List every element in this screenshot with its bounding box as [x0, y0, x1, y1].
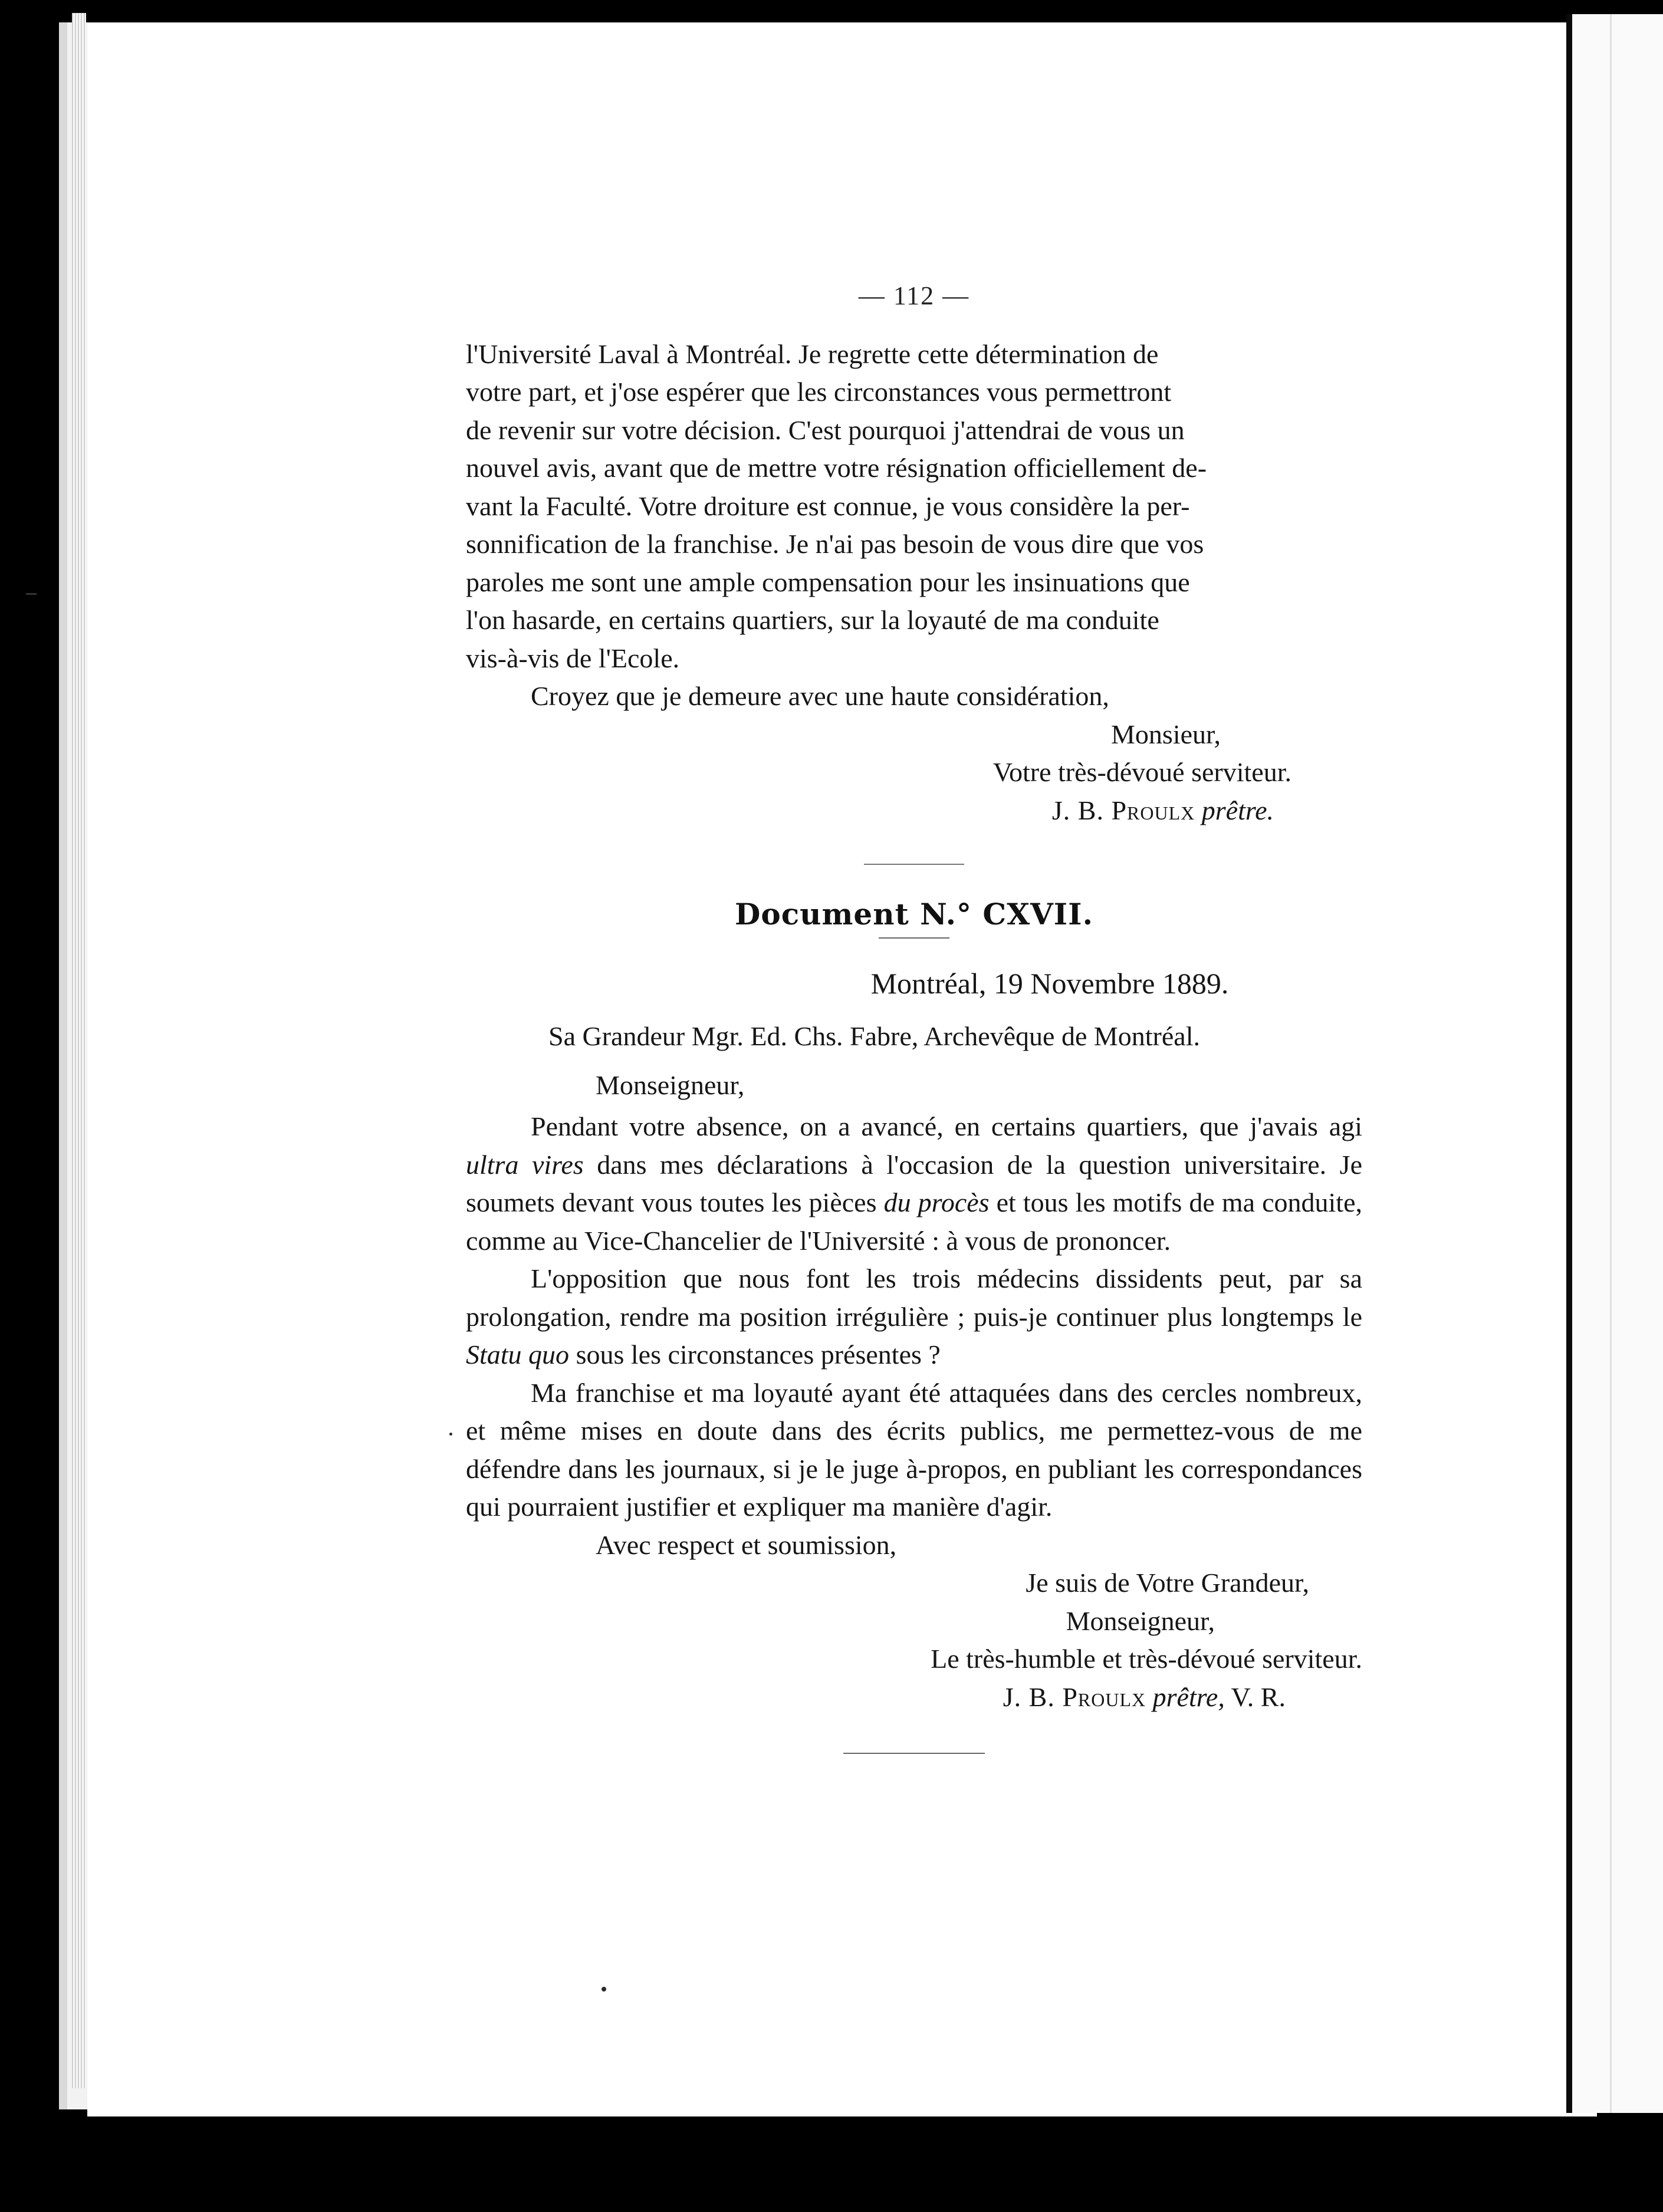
paragraph-2-italic: Statu quo	[466, 1339, 570, 1370]
signature-line: Monseigneur,	[1066, 1605, 1215, 1636]
letter-continuation	[466, 335, 1362, 678]
paragraph-2-text: L'opposition que nous font les trois médecins dissidents peut, par sa prolongation, rendre ma position irrégulière ; puis-je continuer plus longtemps le	[466, 1263, 1362, 1332]
facing-page-edge	[1566, 14, 1663, 2113]
document-salutation: Monseigneur,	[596, 1069, 745, 1100]
signature-name: J. B. Proulx	[1003, 1681, 1146, 1712]
text-line: sonnification de la franchise. Je n'ai pas besoin de vous dire que vos	[466, 529, 1204, 559]
text-line: de revenir sur votre décision. C'est pourquoi j'attendrai de vous un	[466, 414, 1185, 445]
signature-salutation: Monsieur,	[1111, 719, 1221, 749]
paragraph-2	[466, 1260, 1362, 1374]
paragraph-1-text: dans mes déclarations à l'occasion de la question universitaire. Je soumets devant vous toutes les pièces	[466, 1149, 1363, 1217]
text-line: l'Université Laval à Montréal. Je regrette cette détermination de	[466, 338, 1159, 369]
paragraph-1-italic: du procès	[883, 1187, 990, 1217]
document-date: Montréal, 19 Novembre 1889.	[870, 966, 1229, 1000]
signature-line: Le très-humble et très-dévoué serviteur.	[931, 1644, 1362, 1674]
paragraph-1-text: Pendant votre absence, on a avancé, en certains quartiers, que j'avais agi	[531, 1111, 1362, 1141]
text-line: nouvel avis, avant que de mettre votre résignation officiellement de-	[466, 453, 1207, 483]
document-closing: Avec respect et soumission,	[596, 1529, 897, 1560]
signature-servant: Votre très-dévoué serviteur.	[992, 757, 1291, 787]
signature-name-line	[466, 1678, 1362, 1717]
closing-line: Croyez que je demeure avec une haute considération,	[531, 681, 1109, 711]
heading-rule	[879, 937, 949, 939]
document-heading: Document N.° CXVII.	[735, 897, 1093, 931]
signature-suffix: V. R.	[1231, 1681, 1286, 1712]
page-edge	[72, 13, 86, 2088]
signature-name-line	[466, 792, 1362, 830]
section-separator	[864, 864, 964, 865]
margin-mark	[26, 593, 37, 595]
page-speck	[602, 1987, 606, 1992]
text-line: votre part, et j'ose espérer que les circonstances vous permettront	[466, 377, 1172, 407]
text-line: vant la Faculté. Votre droiture est connue, je vous considère la per-	[466, 491, 1190, 521]
document-recipient: Sa Grandeur Mgr. Ed. Chs. Fabre, Archevêque de Montréal.	[548, 1021, 1200, 1051]
page-speck	[449, 1433, 452, 1436]
text-line: paroles me sont une ample compensation pour les insinuations que	[466, 567, 1190, 597]
signature-title: prêtre.	[1201, 795, 1274, 825]
paragraph-2-text: sous les circonstances présentes ?	[569, 1339, 941, 1370]
end-rule	[843, 1753, 985, 1754]
signature-name: J. B. Proulx	[1051, 795, 1195, 825]
facing-page-line	[1610, 14, 1612, 2113]
paragraph-1-text: et tous les motifs de ma conduite, comme au Vice-Chancelier de l'Université : à vous de prononcer.	[466, 1187, 1363, 1256]
text-line: vis-à-vis de l'Ecole.	[466, 643, 680, 673]
document-signature	[466, 1564, 1362, 1716]
paragraph-1	[466, 1108, 1362, 1260]
signature-line: Je suis de Votre Grandeur,	[1026, 1568, 1309, 1598]
page-content	[466, 277, 1362, 1754]
page-number: — 112 —	[858, 281, 970, 310]
paragraph-3: Ma franchise et ma loyauté ayant été attaquées dans des cercles nombreux, et même mises en doute dans des écrits publics, me permettez-vous de me défendre dans les journaux, si je le juge à-propos, en publiant les correspondances qui pourraient justifier et expliquer ma manière d'agir.	[466, 1377, 1362, 1522]
paragraph-1-italic: ultra vires	[466, 1149, 584, 1180]
text-line: l'on hasarde, en certains quartiers, sur la loyauté de ma conduite	[466, 605, 1159, 635]
signature-title: prêtre,	[1152, 1681, 1225, 1712]
